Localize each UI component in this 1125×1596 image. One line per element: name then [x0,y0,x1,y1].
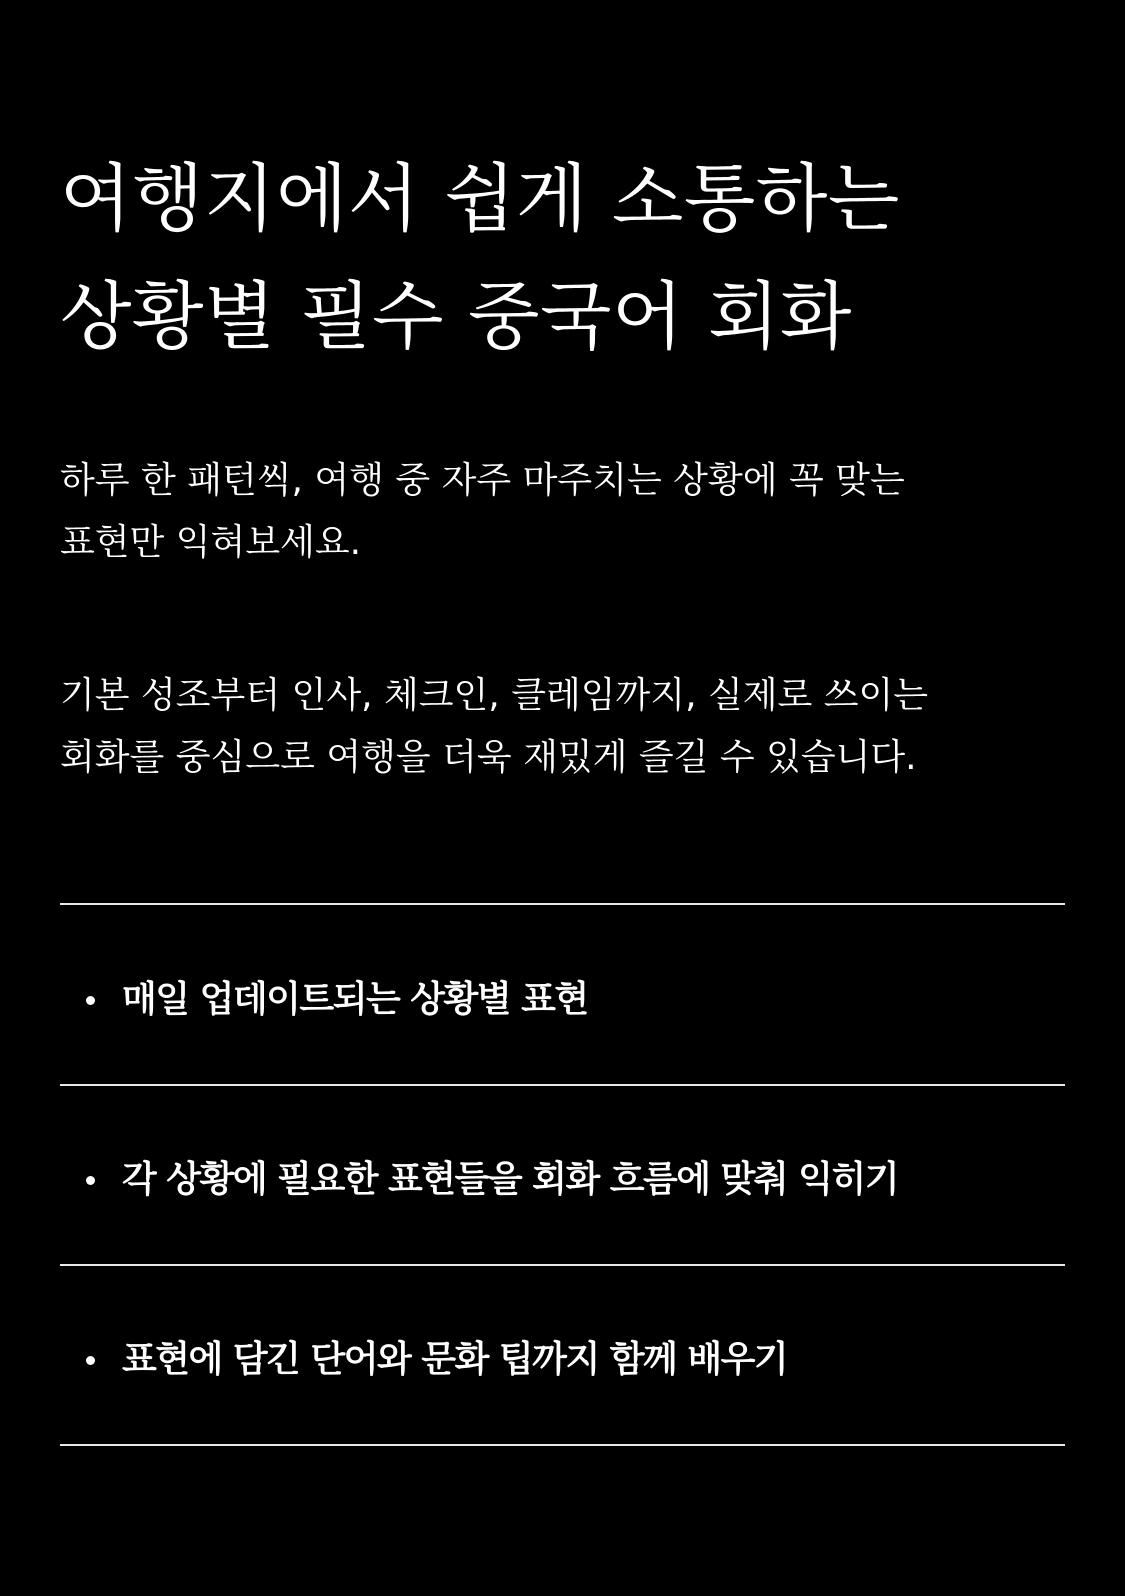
intro-paragraph-1 [60,450,1070,574]
page-title-line-2: 상황별 필수 중국어 회화 [60,274,852,360]
intro-paragraph-2-line-1: 기본 성조부터 인사, 체크인, 클레임까지, 실제로 쓰이는 [60,675,929,716]
feature-item-conversation-flow [60,1160,1065,1200]
bullet-icon [86,1356,95,1365]
divider [60,903,1065,905]
divider [60,1444,1065,1446]
divider [60,1264,1065,1266]
bullet-icon [86,1176,95,1185]
page-title [60,140,1070,376]
feature-item-culture-tips [60,1340,1065,1380]
bullet-icon [86,996,95,1005]
feature-text: 표현에 담긴 단어와 문화 팁까지 함께 배우기 [122,1339,788,1380]
feature-text: 각 상황에 필요한 표현들을 회화 흐름에 맞춰 익히기 [122,1159,899,1200]
page-title-line-1: 여행지에서 쉽게 소통하는 [60,156,900,242]
feature-text: 매일 업데이트되는 상황별 표현 [122,979,588,1020]
feature-item-daily-updates [60,980,1065,1020]
intro-paragraph-1-line-1: 하루 한 패턴씩, 여행 중 자주 마주치는 상황에 꼭 맞는 [60,460,905,501]
divider [60,1084,1065,1086]
intro-paragraph-2 [60,665,1070,789]
intro-paragraph-1-line-2: 표현만 익혀보세요. [60,522,362,563]
intro-paragraph-2-line-2: 회화를 중심으로 여행을 더욱 재밌게 즐길 수 있습니다. [60,737,917,778]
